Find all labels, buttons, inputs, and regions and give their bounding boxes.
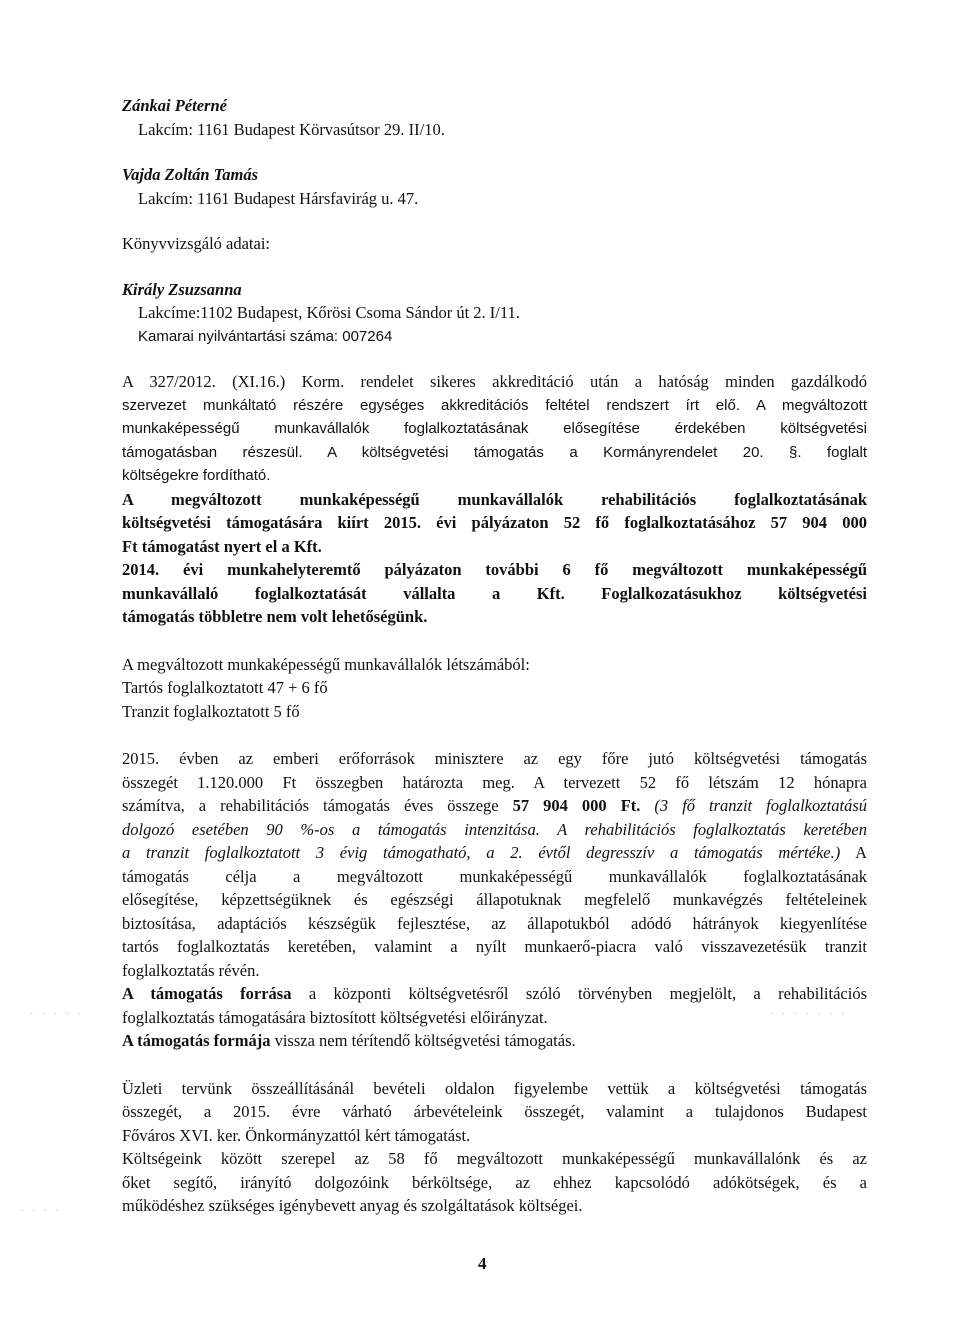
headcount-transit: Tranzit foglalkoztatott 5 fő	[122, 701, 300, 721]
text-run: A támogatás formája	[122, 1031, 271, 1050]
headcount-heading: A megváltozott munkaképességű munkavállalók létszámából:	[122, 654, 530, 674]
paragraph-line: tartós foglalkoztatás keretében, valamint a nyílt munkaerő-piacra való visszavezetésük tranzit	[122, 937, 867, 956]
text-run: A támogatás forrása	[122, 984, 292, 1003]
scan-noise: · · · · ·	[30, 1009, 84, 1020]
bold-line: 2014. évi munkahelyteremtő pályázaton további 6 fő megváltozott munkaképességű	[122, 560, 867, 579]
paragraph-line: elősegítése, képzettségüknek és egészségi állapotuknak megfelelő munkavégzés feltételeinek	[122, 890, 867, 909]
bold-line: költségvetési támogatására kiírt 2015. évi pályázaton 52 fő foglalkoztatásához 57 904 000	[122, 513, 867, 532]
paragraph-line: foglalkoztatás támogatására biztosított költségvetési előirányzat.	[122, 1007, 548, 1027]
bold-line: Ft támogatást nyert el a Kft.	[122, 536, 322, 556]
auditor-heading: Könyvvizsgáló adatai:	[122, 234, 271, 253]
owner-address: Lakcím: 1161 Budapest Hársfavirág u. 47.	[138, 188, 419, 208]
paragraph-line: dolgozó esetében 90 %-os a támogatás intenzitása. A rehabilitációs foglalkoztatás keretében	[122, 819, 867, 839]
paragraph-line: őket segítő, irányító dolgozóink bérköltsége, az ehhez kapcsolódó adókötségek, és a	[122, 1172, 867, 1192]
paragraph-line: Üzleti tervünk összeállításánál bevételi oldalon figyelembe vettük a költségvetési támogatás	[122, 1078, 867, 1098]
paragraph-line: Költségeink között szerepel az 58 fő megváltozott munkaképességű munkavállalónk és az	[122, 1149, 867, 1168]
scan-noise: · · · ·	[20, 1206, 62, 1217]
owner-block	[122, 94, 867, 141]
paragraph-line: működéshez szükséges igénybevett anyag és szolgáltatások költségei.	[122, 1196, 583, 1215]
paragraph-line: Főváros XVI. ker. Önkormányzattól kért támogatást.	[122, 1125, 471, 1145]
paragraph-line: foglalkoztatás révén.	[122, 960, 260, 980]
paragraph-line: biztosítása, adaptációs készségük fejlesztése, az állapotukból adódó hátrányok kiegyenlítése	[122, 913, 867, 933]
owner-block	[122, 163, 867, 210]
paragraph-line: költségekre fordítható.	[122, 467, 271, 484]
auditor-address: Lakcíme:1102 Budapest, Kőrösi Csoma Sándor út 2. I/11.	[138, 303, 520, 322]
text-run: A	[840, 843, 867, 862]
paragraph-line	[122, 1029, 867, 1053]
paragraph-line	[122, 794, 867, 818]
page-number: 4	[478, 1254, 487, 1273]
auditor-block	[122, 232, 867, 348]
headcount-permanent: Tartós foglalkoztatott 47 + 6 fő	[122, 678, 328, 697]
subsidy-paragraph	[122, 747, 867, 1053]
accreditation-paragraph	[122, 370, 867, 629]
owner-address: Lakcím: 1161 Budapest Körvasútsor 29. II/10.	[138, 119, 445, 139]
annual-amount: 57 904 000 Ft.	[512, 796, 641, 815]
bold-line: munkavállaló foglalkoztatását vállalta a Kft. Foglalkozatásukhoz költségvetési	[122, 583, 867, 603]
business-plan-paragraph	[122, 1077, 867, 1218]
document-page	[122, 94, 867, 1218]
paragraph-line: támogatás célja a megváltozott munkaképességű munkavállalók foglalkoztatásának	[122, 866, 867, 886]
text-run: a tranzit foglalkoztatott 3 évig támogatható, a 2. évtől degresszív a támogatás mértéke.)	[122, 843, 841, 862]
paragraph-line: munkaképességű munkavállalók foglalkoztatásának elősegítése érdekében költségvetési	[122, 420, 867, 437]
text-run: számítva, a rehabilitációs támogatás éves összege	[122, 796, 513, 815]
text-run: vissza nem térítendő költségvetési támogatás.	[270, 1031, 576, 1050]
owner-name: Vajda Zoltán Tamás	[122, 165, 259, 184]
paragraph-line: összegét 1.120.000 Ft összegben határozta meg. A tervezett 52 fő létszám 12 hónapra	[122, 772, 867, 792]
bold-line: támogatás többletre nem volt lehetőségünk.	[122, 607, 428, 626]
bold-line: A megváltozott munkaképességű munkavállalók rehabilitációs foglalkoztatásának	[122, 489, 867, 509]
text-run: a központi költségvetésről szóló törvényben megjelölt, a rehabilitációs	[291, 984, 867, 1003]
owner-name: Zánkai Péterné	[122, 96, 227, 115]
headcount-block	[122, 653, 867, 724]
paragraph-line: 2015. évben az emberi erőforrások minisztere az egy főre jutó költségvetési támogatás	[122, 749, 867, 768]
paragraph-line: szervezet munkáltató részére egységes akkreditációs feltétel rendszert írt elő. A megváltozott	[122, 396, 867, 414]
text-run: (3 fő tranzit foglalkoztatású	[640, 796, 868, 815]
paragraph-line	[122, 982, 867, 1006]
paragraph-line: támogatásban részesül. A költségvetési támogatás a Kormányrendelet 20. §. foglalt	[122, 443, 867, 461]
paragraph-line: A 327/2012. (XI.16.) Korm. rendelet sikeres akkreditáció után a hatóság minden gazdálkodó	[122, 372, 867, 391]
paragraph-line	[122, 841, 867, 865]
auditor-name: Király Zsuzsanna	[122, 279, 242, 299]
scan-noise: · · · · · · ·	[770, 1009, 848, 1020]
paragraph-line: összegét, a 2015. évre várható árbevételeink összegét, valamint a tulajdonos Budapest	[122, 1102, 867, 1121]
auditor-chamber-id: Kamarai nyilvántartási száma: 007264	[138, 327, 393, 345]
